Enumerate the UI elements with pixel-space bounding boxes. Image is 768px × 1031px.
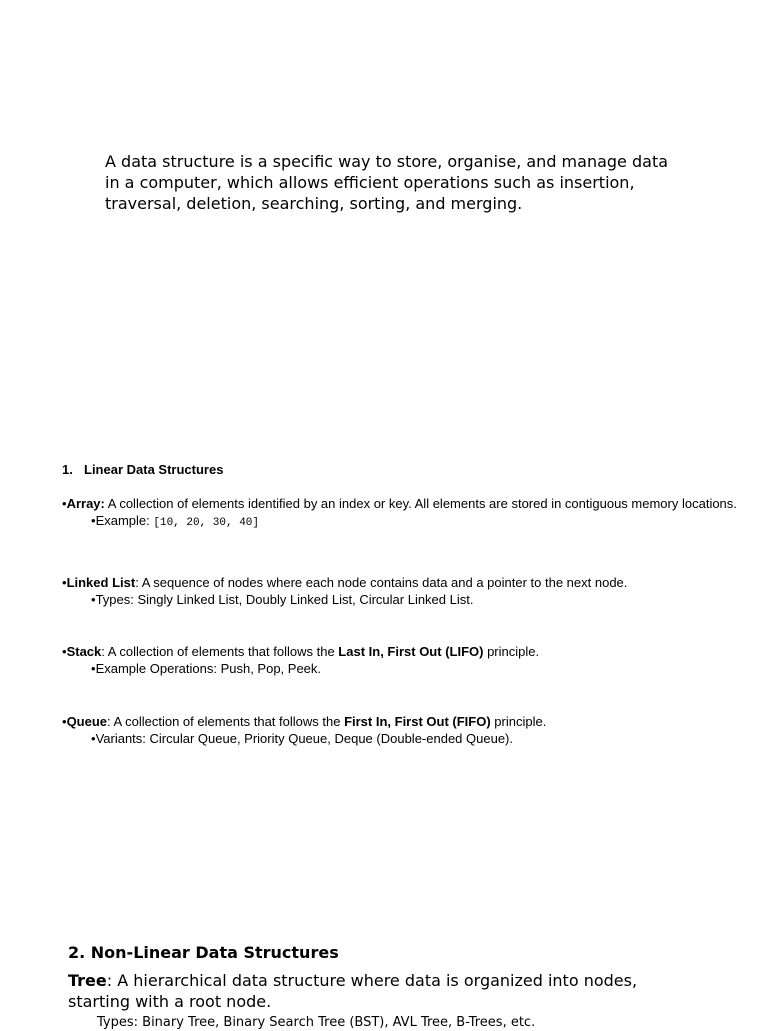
stack-description-start: : A collection of elements that follows the xyxy=(101,644,339,659)
queue-item xyxy=(62,713,762,747)
tree-types: Types: Binary Tree, Binary Search Tree (BST), AVL Tree, B-Trees, etc. xyxy=(97,1015,536,1030)
array-term: Array: xyxy=(66,496,105,511)
intro-paragraph: A data structure is a specific way to store, organise, and manage data in a computer, which allows efficient operations such as insertion, traversal, deletion, searching, sorting, and merging. xyxy=(105,152,669,213)
queue-description-end: principle. xyxy=(490,714,547,729)
tree-item xyxy=(68,970,668,1012)
queue-variants xyxy=(62,730,762,747)
linked-list-types-text: Types: Singly Linked List, Doubly Linked List, Circular Linked List. xyxy=(95,592,474,607)
array-example-value: [10, 20, 30, 40] xyxy=(153,517,259,529)
stack-operations-text: Example Operations: Push, Pop, Peek. xyxy=(95,661,322,676)
bullet: • xyxy=(91,661,96,676)
bullet: • xyxy=(91,513,96,528)
stack-term: Stack xyxy=(66,644,102,659)
bullet: • xyxy=(91,592,96,607)
linear-section-heading xyxy=(62,461,223,478)
bullet: • xyxy=(62,496,67,511)
array-item xyxy=(62,495,762,532)
stack-description-end: principle. xyxy=(483,644,540,659)
array-description: A collection of elements identified by an index or key. All elements are stored in contiguous memory locations. xyxy=(104,496,737,511)
linked-list-types xyxy=(62,591,762,608)
bullet: • xyxy=(62,575,67,590)
queue-principle: First In, First Out (FIFO) xyxy=(344,714,491,729)
queue-description-start: : A collection of elements that follows the xyxy=(107,714,345,729)
stack-operations xyxy=(62,660,762,677)
section-number: 1. xyxy=(62,462,73,477)
tree-description: : A hierarchical data structure where data is organized into nodes, starting with a root node. xyxy=(68,971,638,1011)
tree-term: Tree xyxy=(68,971,107,990)
linked-list-description: : A sequence of nodes where each node contains data and a pointer to the next node. xyxy=(135,575,628,590)
queue-term: Queue xyxy=(66,714,108,729)
array-example-label: Example: xyxy=(95,513,154,528)
non-linear-section-heading: 2. Non-Linear Data Structures xyxy=(68,943,339,962)
array-example xyxy=(62,512,762,532)
stack-principle: Last In, First Out (LIFO) xyxy=(338,644,484,659)
linked-list-term: Linked List xyxy=(66,575,136,590)
bullet: • xyxy=(91,731,96,746)
bullet: • xyxy=(62,714,67,729)
bullet: • xyxy=(62,644,67,659)
section-title: Linear Data Structures xyxy=(84,462,224,477)
linked-list-item xyxy=(62,574,762,608)
queue-variants-text: Variants: Circular Queue, Priority Queue, Deque (Double-ended Queue). xyxy=(95,731,513,746)
stack-item xyxy=(62,643,762,677)
